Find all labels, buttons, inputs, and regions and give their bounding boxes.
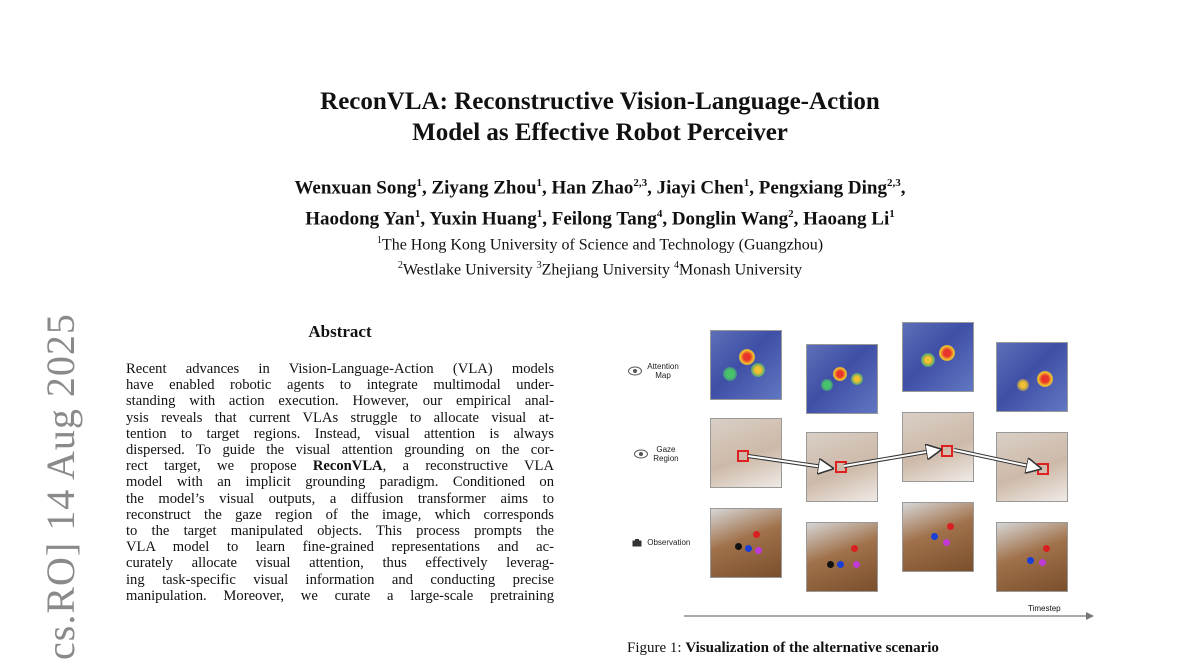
- title-line-1: ReconVLA: Reconstructive Vision-Language-Action: [320, 88, 880, 115]
- abstract-line: dispersed. To guide the visual attention grounding on the cor-: [126, 442, 554, 459]
- author-line-1: Wenxuan Song$^1$, Ziyang Zhou$^1$, Han Zhao$^{2,3}$, Jiayi Chen$^1$, Pengxiang Ding$^{2,3}$,: [294, 177, 906, 199]
- abstract-body: [126, 361, 554, 604]
- affiliation-line-2: [0, 255, 1200, 280]
- object-dot: [851, 545, 858, 552]
- author-affiliation-mark: 4: [656, 208, 663, 221]
- caption-prefix: Figure 1:: [627, 640, 686, 656]
- figure-caption: [627, 640, 1087, 657]
- object-dot: [1039, 559, 1046, 566]
- affiliation-mark: 4: [674, 260, 680, 272]
- author-affiliation-mark: 1: [416, 177, 422, 189]
- row-label-attention-line-1: Attention: [647, 362, 679, 371]
- author-name: Feilong Tang: [551, 208, 657, 230]
- observation-tile-4: [996, 522, 1068, 592]
- author-name: Jiayi Chen: [656, 177, 744, 199]
- gaze-arrow-1: [748, 456, 830, 468]
- abstract-heading: Abstract: [308, 322, 372, 341]
- arxiv-side-stamp: cs.RO] 14 Aug 2025: [38, 313, 83, 660]
- affiliation-mark: 3: [536, 260, 542, 272]
- abstract-line: curately allocate visual attention, thus effectively leverag-: [126, 555, 554, 572]
- affiliation-name: Westlake University: [402, 261, 537, 279]
- abstract-line: have enabled robotic agents to integrate multimodal under-: [126, 377, 554, 394]
- author-affiliation-mark: 2,3: [887, 177, 901, 189]
- row-label-attention-line-2: Map: [655, 371, 671, 380]
- object-dot: [853, 561, 860, 568]
- observation-tile-2: [806, 522, 878, 592]
- author-name: Ziyang Zhou: [431, 177, 537, 199]
- object-dot: [931, 533, 938, 540]
- abstract-line: Recent advances in Vision-Language-Action (VLA) models: [126, 361, 554, 377]
- affiliation-mark: 2: [397, 260, 403, 272]
- author-name: Donglin Wang: [671, 208, 789, 230]
- author-name: Han Zhao: [551, 177, 634, 199]
- abstract-line: model with an implicit grounding paradigm. Conditioned on: [126, 474, 554, 491]
- object-dot: [837, 561, 844, 568]
- object-dot: [1043, 545, 1050, 552]
- abstract-line: rect target, we propose ReconVLA, a reconstructive VLA: [126, 458, 554, 475]
- author-name: Haoang Li: [803, 208, 890, 230]
- object-dot: [947, 523, 954, 530]
- title-line-2: Model as Effective Robot Perceiver: [412, 119, 788, 146]
- object-dot: [755, 547, 762, 554]
- affiliation-line-1: [0, 230, 1200, 255]
- object-dot: [735, 543, 742, 550]
- author-line-2: Haodong Yan$^1$, Yuxin Huang$^1$, Feilong Tang$^4$, Donglin Wang$^2$, Haoang Li$^1$: [305, 208, 895, 230]
- affiliation-name: The Hong Kong University of Science and Technology (Guangzhou): [381, 236, 824, 254]
- gaze-arrow-2: [844, 450, 938, 466]
- row-label-observation-text: Observation: [647, 538, 691, 547]
- timestep-axis-arrowhead: [1086, 612, 1094, 620]
- observation-tile-1: [710, 508, 782, 578]
- author-name: Pengxiang Ding: [758, 177, 888, 199]
- abstract-line: to the target manipulated objects. This process prompts the: [126, 523, 554, 540]
- object-dot: [745, 545, 752, 552]
- timestep-label: Timestep: [1028, 604, 1061, 613]
- abstract-line: ysis reveals that current VLAs struggle to allocate visual at-: [126, 409, 554, 426]
- abstract-line: tention to target regions. Instead, visual attention is always: [126, 425, 554, 442]
- abstract-line: reconstruct the gaze region of the image, which corresponds: [126, 506, 554, 523]
- object-dot: [827, 561, 834, 568]
- author-affiliation-mark: 1: [536, 208, 543, 221]
- paper-title: [0, 86, 1200, 148]
- abstract-line: manipulation. Moreover, we curate a large-scale pretraining: [126, 587, 554, 604]
- author-affiliation-mark: 1: [889, 208, 895, 221]
- row-label-gaze-line-2: Region: [653, 454, 679, 463]
- author-name: Wenxuan Song: [294, 177, 417, 199]
- affiliation-mark: 1: [376, 235, 382, 246]
- object-dot: [1027, 557, 1034, 564]
- object-dot: [943, 539, 950, 546]
- method-name: ReconVLA: [312, 458, 383, 475]
- author-affiliation-mark: 2: [788, 208, 794, 221]
- affiliations: [0, 230, 1200, 281]
- abstract-line: ing task-specific visual information and conducting precise: [126, 571, 554, 588]
- affiliation-name: Zhejiang University: [541, 261, 675, 279]
- author-name: Yuxin Huang: [429, 208, 537, 230]
- author-affiliation-mark: 2,3: [633, 177, 648, 189]
- author-affiliation-mark: 1: [414, 208, 421, 221]
- abstract-line: VLA model to learn fine-grained representations and ac-: [126, 539, 554, 556]
- author-affiliation-mark: 1: [536, 177, 543, 189]
- observation-tile-3: [902, 502, 974, 572]
- figure-1: [620, 318, 1100, 628]
- row-label-gaze-line-1: Gaze: [656, 445, 676, 454]
- abstract-line: standing with action execution. However, our empirical anal-: [126, 393, 554, 410]
- author-name: Haodong Yan: [305, 208, 415, 230]
- object-dot: [753, 531, 760, 538]
- author-affiliation-mark: 1: [743, 177, 750, 189]
- author-list: [0, 170, 1200, 233]
- abstract-line: the model’s visual outputs, a diffusion transformer aims to: [126, 490, 554, 507]
- affiliation-name: Monash University: [679, 261, 803, 279]
- gaze-arrow-3: [954, 450, 1038, 468]
- caption-bold: Visualization of the alternative scenario: [685, 640, 939, 656]
